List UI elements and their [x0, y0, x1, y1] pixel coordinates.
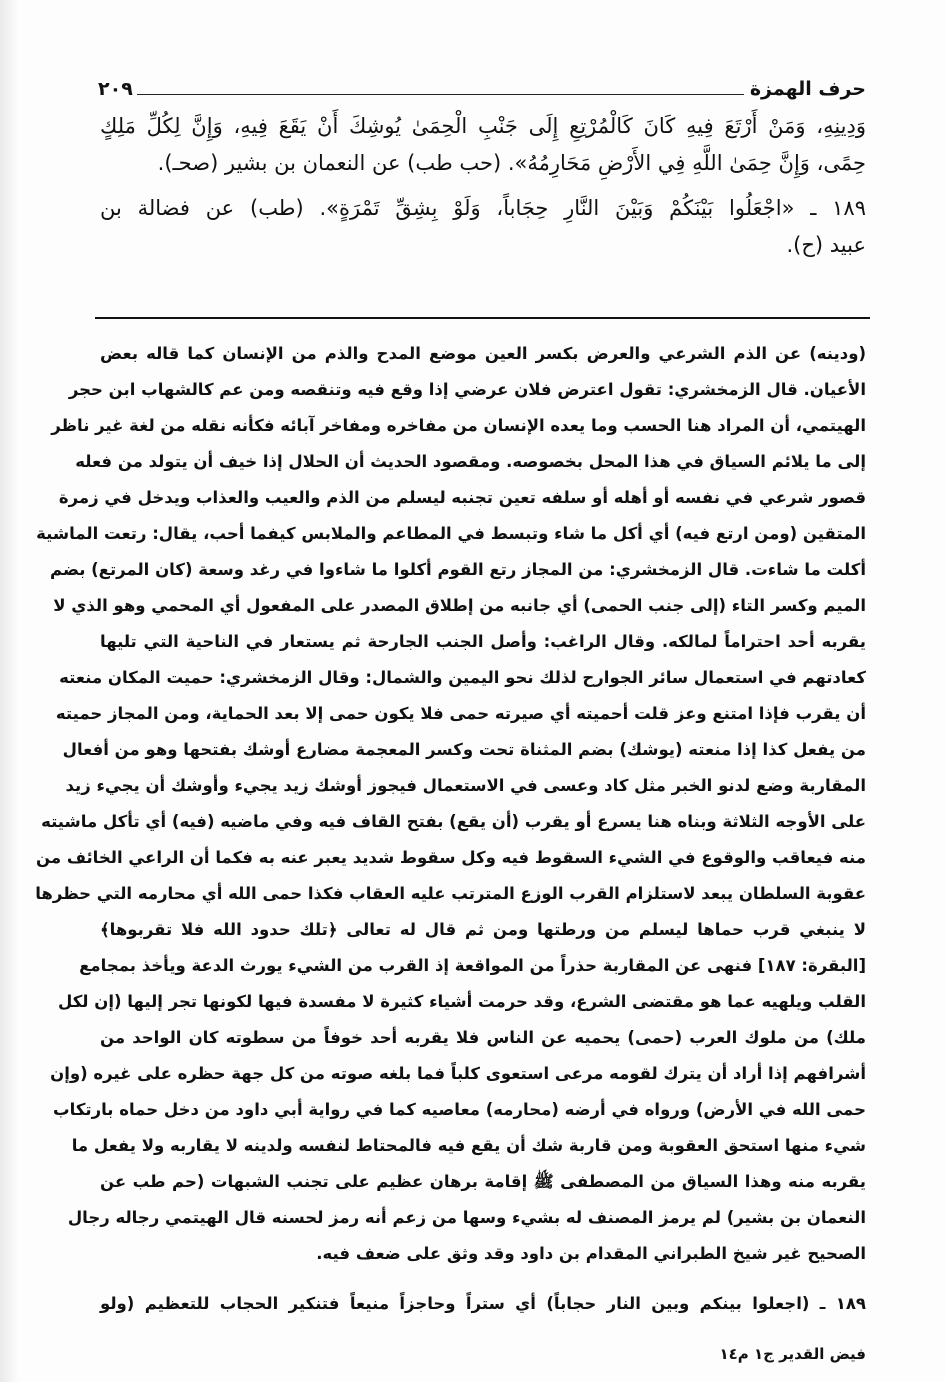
commentary-divider — [95, 317, 870, 319]
commentary-text — [35, 336, 866, 1322]
commentary-line: المتقين (ومن ارتع فيه) أي أكل ما شاء وتبسط في المطاعم والملابس كيفما أحب، يقال: رتعت الماشية — [36, 524, 866, 543]
chapter-title: حرف الهمزة — [749, 78, 866, 100]
commentary-line: يقربه أحد احتراماً لمالكه. وقال الراغب: وأصل الجنب الجارحة ثم يستعار في الناحية التي تليها — [100, 632, 866, 651]
commentary-line: عقوبة السلطان يبعد لاستلزام القرب الوزع المترتب عليه العقاب فكذا حمى الله أي محارمه التي حظرها — [35, 884, 866, 903]
hadith-line: عبيد (ح). — [786, 233, 866, 257]
commentary-line: من يفعل كذا إذا منعته (يوشك) بضم المثناة تحت وكسر المعجمة مضارع أوشك بفتحها وهو من أفعال — [62, 740, 866, 759]
hadith-line: ١٨٩ ـ «اجْعَلُوا بَيْنَكُمْ وَبَيْنَ النَّارِ حِجَاباً، وَلَوْ بِشِقِّ تَمْرَةٍ». (طب) عن فضالة بن — [100, 196, 866, 220]
commentary-line: شيء منها استحق العقوبة ومن قاربة شك أن يقع فيه فالمحتاط لنفسه ولدينه لا يقاربه ولا يفعل ما — [71, 1136, 866, 1155]
signature-mark: فيض القدير ج١ م١٤ — [719, 1345, 866, 1363]
commentary-line: الميم وكسر التاء (إلى جنب الحمى) أي جانبه من إطلاق المصدر على المفعول أي المحمي وهو الذي لا — [53, 596, 866, 615]
commentary-line: أن يقرب فإذا امتنع وعز قلت أحميته أي صيرته حمى فلا يكون حمى إلا بعد الحماية، ومن المجاز حميته — [55, 704, 866, 723]
scan-edge-shadow — [0, 0, 18, 1382]
commentary-line: (ودينه) عن الذم الشرعي والعرض بكسر العين موضع المدح والذم من الإنسان كما قاله بعض — [100, 344, 866, 363]
commentary-line: ١٨٩ ـ (اجعلوا بينكم وبين النار حجاباً) أي ستراً وحاجزاً منيعاً فتنكير الحجاب للتعظيم (ولو — [100, 1294, 866, 1313]
commentary-line: قصور شرعي في نفسه أو أهله أو سلفه تعين تجنبه ليسلم من الذم والعيب والعذاب ويدخل في زمرة — [58, 488, 866, 507]
commentary-line: أشرافهم إذا أراد أن يترك لقومه مرعى استعوى كلباً فما بلغه صوته من كل جهة حظره على غيره (وإن — [50, 1064, 866, 1083]
page-number: ٢٠٩ — [98, 78, 133, 100]
header-rule — [137, 94, 744, 95]
commentary-line: يقربه منه وهذا السياق من المصطفى ﷺ إقامة برهان عظيم على تجنب الشبهات (حم طب عن — [100, 1172, 866, 1191]
commentary-line: على الأوجه الثلاثة وبناه هنا يسرع أو يقرب (أن يقع) بفتح القاف فيه وفي ماضيه (فيه) أي تأكل ماشيته — [41, 812, 866, 831]
commentary-line: حمى الله في الأرض) ورواه في أرضه (محارمه) معاصيه كما في رواية أبي داود من دخل حماه بارتكاب — [53, 1100, 866, 1119]
commentary-line: المقاربة وضع لدنو الخبر مثل كاد وعسى في الاستعمال فيجوز أوشك زيد يجيء وأوشك أن يجيء زيد — [65, 776, 866, 795]
commentary-line: [البقرة: ١٨٧] فنهى عن المقاربة حذراً من المواقعة إذ القرب من الشيء يورث الدعة ويأخذ بمجامع — [79, 956, 866, 975]
commentary-line: القلب ويلهيه عما هو مقتضى الشرع، وقد حرمت أشياء كثيرة لا مفسدة فيها لكونها تجر إليها (إن لكل — [57, 992, 866, 1011]
hadith-line: حِمًى، وَإِنَّ حِمَىٰ اللَّهِ فِي الأَرْضِ مَحَارِمُهُ». (حب طب) عن النعمان بن بشير (صحـ). — [157, 151, 866, 175]
commentary-line: ملك) من ملوك العرب (حمى) يحميه عن الناس فلا يقربه أحد خوفاً من سطوته كان الواحد من — [100, 1028, 866, 1047]
commentary-line: الهيتمي، أن المراد هنا الحسب وما يعده الإنسان من مفاخره ومفاخر آبائه فكأنه نقله من لغة غير ناظر — [51, 416, 866, 435]
commentary-line: لا ينبغي قرب حماها ليسلم من ورطتها ومن ثم قال له تعالى ﴿تلك حدود الله فلا تقربوها﴾ — [100, 920, 866, 939]
commentary-line: إلى ما يلائم السياق في هذا المحل بخصوصه. ومقصود الحديث أن الحلال إذا خيف أن يتولد من فعله — [75, 452, 866, 471]
commentary-line: الأعيان. قال الزمخشري: تقول اعترض فلان عرضي إذا وقع فيه وتنقصه ومن عم كالشهاب ابن حجر — [68, 380, 866, 399]
commentary-line: كعادتهم في استعمال سائر الجوارح لذلك نحو اليمين والشمال: وقال الزمخشري: حميت المكان منعته — [59, 668, 866, 687]
hadith-line: وَدِينِهِ، وَمَنْ أَرْتَعَ فِيهِ كَانَ كَالْمُرْتِعِ إِلَى جَنْبِ الْحِمَىٰ يُوشِكَ أَنْ يَقَعَ فِيهِ، وَإِنَّ لِكُلِّ مَلِكٍ — [100, 114, 866, 138]
commentary-line: منه فيعاقب والوقوع في الشيء السقوط فيه وكل سقوط شديد يعبر عنه به فكما أن الراعي الخائف من — [36, 848, 866, 867]
hadith-text — [100, 108, 866, 264]
commentary-line: الصحيح غير شيخ الطبراني المقدام بن داود وقد وثق على ضعف فيه. — [316, 1244, 866, 1263]
commentary-line: أكلت ما شاءت. قال الزمخشري: من المجاز رتع القوم أكلوا ما شاءوا في رغد وسعة (كان المرتع) بضم — [50, 560, 866, 579]
running-header — [98, 70, 866, 100]
commentary-line: النعمان بن بشير) لم يرمز المصنف له بشيء وسها من زعم أنه رمز لحسنه قال الهيتمي رجاله رجال — [67, 1208, 866, 1227]
